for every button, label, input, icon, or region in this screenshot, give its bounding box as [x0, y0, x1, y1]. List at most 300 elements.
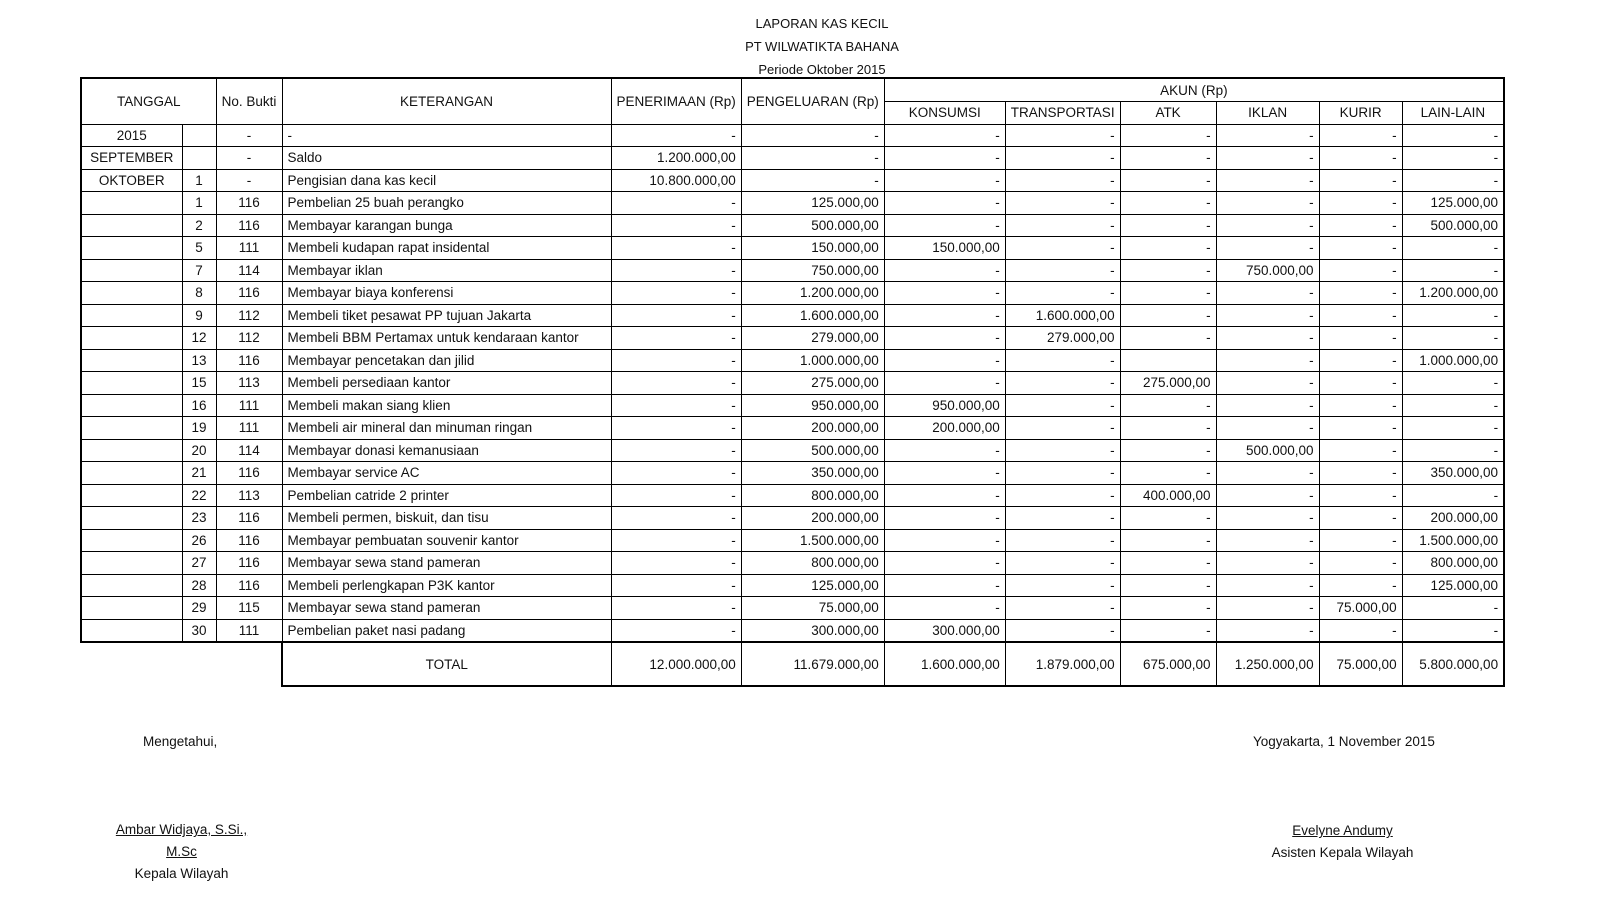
- cell-lain-lain: -: [1402, 237, 1504, 260]
- cell-atk: -: [1120, 192, 1216, 215]
- cell-transportasi: -: [1005, 529, 1120, 552]
- table-row: [81, 484, 1504, 507]
- company-name: PT WILWATIKTA BAHANA: [745, 39, 899, 54]
- cell-pengeluaran: 200.000,00: [741, 417, 884, 440]
- cell-lain-lain: 1.500.000,00: [1402, 529, 1504, 552]
- table-row: [81, 417, 1504, 440]
- cell-day: 1: [182, 192, 216, 215]
- cell-keterangan: Membayar sewa stand pameran: [282, 552, 611, 575]
- cell-pengeluaran: 1.200.000,00: [741, 282, 884, 305]
- cell-penerimaan: -: [611, 552, 741, 575]
- cell-kurir: -: [1319, 237, 1402, 260]
- cell-transportasi: -: [1005, 552, 1120, 575]
- header-pengeluaran: PENGELUARAN (Rp): [741, 78, 884, 124]
- cell-atk: [1120, 349, 1216, 372]
- cell-kurir: -: [1319, 304, 1402, 327]
- cell-no-bukti: 113: [216, 484, 282, 507]
- cell-transportasi: -: [1005, 439, 1120, 462]
- cell-iklan: 750.000,00: [1216, 259, 1319, 282]
- signature-left-block: [103, 819, 260, 885]
- table-row: [81, 439, 1504, 462]
- cell-atk: -: [1120, 394, 1216, 417]
- cell-iklan: -: [1216, 619, 1319, 642]
- cell-lain-lain: -: [1402, 259, 1504, 282]
- cell-atk: -: [1120, 439, 1216, 462]
- total-iklan: 1.250.000,00: [1216, 642, 1319, 686]
- signature-right-block: [1265, 820, 1420, 864]
- cell-keterangan: Membayar pencetakan dan jilid: [282, 349, 611, 372]
- cell-pengeluaran: 1.000.000,00: [741, 349, 884, 372]
- cell-month: OKTOBER: [81, 169, 182, 192]
- total-label: TOTAL: [282, 642, 611, 686]
- cell-month: [81, 439, 182, 462]
- cell-no-bukti: 111: [216, 394, 282, 417]
- cell-transportasi: -: [1005, 372, 1120, 395]
- total-row: [81, 642, 1504, 686]
- header-akun: AKUN (Rp): [884, 78, 1504, 102]
- cell-lain-lain: 125.000,00: [1402, 574, 1504, 597]
- cell-kurir: -: [1319, 147, 1402, 170]
- cell-day: 20: [182, 439, 216, 462]
- cell-penerimaan: -: [611, 372, 741, 395]
- cell-konsumsi: -: [884, 462, 1005, 485]
- cell-kurir: -: [1319, 619, 1402, 642]
- header-kurir: KURIR: [1319, 102, 1402, 125]
- table-row: [81, 327, 1504, 350]
- cell-keterangan: Membeli kudapan rapat insidental: [282, 237, 611, 260]
- cell-pengeluaran: 125.000,00: [741, 192, 884, 215]
- cell-keterangan: Membeli perlengkapan P3K kantor: [282, 574, 611, 597]
- cell-penerimaan: -: [611, 327, 741, 350]
- cell-penerimaan: -: [611, 192, 741, 215]
- cell-no-bukti: 116: [216, 349, 282, 372]
- cell-no-bukti: 112: [216, 327, 282, 350]
- cell-day: 19: [182, 417, 216, 440]
- cell-lain-lain: 800.000,00: [1402, 552, 1504, 575]
- cell-kurir: -: [1319, 259, 1402, 282]
- cell-lain-lain: -: [1402, 304, 1504, 327]
- cell-pengeluaran: 275.000,00: [741, 372, 884, 395]
- cell-lain-lain: -: [1402, 394, 1504, 417]
- cell-konsumsi: -: [884, 214, 1005, 237]
- cell-keterangan: Membeli makan siang klien: [282, 394, 611, 417]
- signature-right-intro: Yogyakarta, 1 November 2015: [1253, 734, 1435, 749]
- cell-day: [182, 124, 216, 147]
- cell-lain-lain: 500.000,00: [1402, 214, 1504, 237]
- cell-lain-lain: 1.200.000,00: [1402, 282, 1504, 305]
- cell-atk: -: [1120, 237, 1216, 260]
- cell-no-bukti: 116: [216, 574, 282, 597]
- cell-iklan: -: [1216, 484, 1319, 507]
- total-spacer: [81, 642, 282, 686]
- cell-penerimaan: -: [611, 214, 741, 237]
- cell-penerimaan: -: [611, 597, 741, 620]
- cell-atk: 400.000,00: [1120, 484, 1216, 507]
- cell-kurir: -: [1319, 372, 1402, 395]
- report-header: [22, 12, 1600, 81]
- cell-atk: -: [1120, 259, 1216, 282]
- cell-lain-lain: 1.000.000,00: [1402, 349, 1504, 372]
- cell-no-bukti: 116: [216, 462, 282, 485]
- cell-lain-lain: -: [1402, 372, 1504, 395]
- cell-lain-lain: -: [1402, 327, 1504, 350]
- cell-month: [81, 619, 182, 642]
- signature-left-name: Ambar Widjaya, S.Si., M.Sc: [115, 822, 248, 859]
- cell-iklan: -: [1216, 507, 1319, 530]
- cell-month: [81, 552, 182, 575]
- cell-transportasi: -: [1005, 619, 1120, 642]
- header-penerimaan: PENERIMAAN (Rp): [611, 78, 741, 124]
- cell-iklan: -: [1216, 394, 1319, 417]
- cell-month: [81, 462, 182, 485]
- cell-konsumsi: -: [884, 439, 1005, 462]
- table-row: [81, 619, 1504, 642]
- cell-keterangan: Membayar donasi kemanusiaan: [282, 439, 611, 462]
- cell-keterangan: Membayar biaya konferensi: [282, 282, 611, 305]
- cell-day: 2: [182, 214, 216, 237]
- cell-month: [81, 372, 182, 395]
- cell-keterangan: Membayar sewa stand pameran: [282, 597, 611, 620]
- cell-keterangan: Saldo: [282, 147, 611, 170]
- cell-pengeluaran: 125.000,00: [741, 574, 884, 597]
- cell-pengeluaran: 750.000,00: [741, 259, 884, 282]
- total-penerimaan: 12.000.000,00: [611, 642, 741, 686]
- cell-month: [81, 282, 182, 305]
- cell-penerimaan: -: [611, 349, 741, 372]
- cell-keterangan: Pengisian dana kas kecil: [282, 169, 611, 192]
- cell-kurir: -: [1319, 574, 1402, 597]
- total-transportasi: 1.879.000,00: [1005, 642, 1120, 686]
- cell-month: [81, 304, 182, 327]
- cell-no-bukti: 116: [216, 507, 282, 530]
- header-iklan: IKLAN: [1216, 102, 1319, 125]
- cell-pengeluaran: 75.000,00: [741, 597, 884, 620]
- cell-day: 29: [182, 597, 216, 620]
- cell-atk: -: [1120, 462, 1216, 485]
- cell-penerimaan: -: [611, 237, 741, 260]
- cell-keterangan: Membayar iklan: [282, 259, 611, 282]
- table-row: [81, 304, 1504, 327]
- cell-no-bukti: 111: [216, 237, 282, 260]
- cell-penerimaan: -: [611, 282, 741, 305]
- header-konsumsi: KONSUMSI: [884, 102, 1005, 125]
- cell-kurir: -: [1319, 417, 1402, 440]
- cell-no-bukti: -: [216, 169, 282, 192]
- cell-transportasi: -: [1005, 282, 1120, 305]
- cell-iklan: -: [1216, 214, 1319, 237]
- cell-konsumsi: -: [884, 349, 1005, 372]
- cell-atk: -: [1120, 214, 1216, 237]
- cell-kurir: 75.000,00: [1319, 597, 1402, 620]
- cell-month: [81, 529, 182, 552]
- cell-iklan: -: [1216, 349, 1319, 372]
- cell-no-bukti: 112: [216, 304, 282, 327]
- cell-pengeluaran: 1.600.000,00: [741, 304, 884, 327]
- cell-day: 1: [182, 169, 216, 192]
- cell-penerimaan: -: [611, 574, 741, 597]
- cell-konsumsi: 300.000,00: [884, 619, 1005, 642]
- cell-penerimaan: 10.800.000,00: [611, 169, 741, 192]
- cell-month: 2015: [81, 124, 182, 147]
- report-title: LAPORAN KAS KECIL: [755, 16, 889, 31]
- cell-keterangan: Membeli air mineral dan minuman ringan: [282, 417, 611, 440]
- cell-lain-lain: -: [1402, 619, 1504, 642]
- cell-lain-lain: -: [1402, 124, 1504, 147]
- cell-atk: -: [1120, 282, 1216, 305]
- cell-day: 27: [182, 552, 216, 575]
- cell-penerimaan: -: [611, 529, 741, 552]
- cell-iklan: -: [1216, 597, 1319, 620]
- cell-atk: -: [1120, 327, 1216, 350]
- table-row: [81, 597, 1504, 620]
- cell-lain-lain: 200.000,00: [1402, 507, 1504, 530]
- cell-pengeluaran: 150.000,00: [741, 237, 884, 260]
- table-row: [81, 192, 1504, 215]
- signature-right-title: Asisten Kepala Wilayah: [1271, 845, 1414, 860]
- table-row: [81, 282, 1504, 305]
- cell-penerimaan: -: [611, 462, 741, 485]
- header-keterangan: KETERANGAN: [282, 78, 611, 124]
- cell-day: 26: [182, 529, 216, 552]
- cell-atk: -: [1120, 124, 1216, 147]
- cell-keterangan: Pembelian paket nasi padang: [282, 619, 611, 642]
- cell-transportasi: -: [1005, 394, 1120, 417]
- cell-month: [81, 597, 182, 620]
- cell-lain-lain: -: [1402, 597, 1504, 620]
- cell-iklan: -: [1216, 529, 1319, 552]
- cell-transportasi: -: [1005, 169, 1120, 192]
- cell-no-bukti: 114: [216, 259, 282, 282]
- cell-lain-lain: -: [1402, 417, 1504, 440]
- cell-no-bukti: -: [216, 147, 282, 170]
- table-row: [81, 552, 1504, 575]
- cell-pengeluaran: 200.000,00: [741, 507, 884, 530]
- table-row: [81, 147, 1504, 170]
- cell-kurir: -: [1319, 124, 1402, 147]
- total-kurir: 75.000,00: [1319, 642, 1402, 686]
- cell-day: 16: [182, 394, 216, 417]
- cell-transportasi: -: [1005, 574, 1120, 597]
- cell-penerimaan: -: [611, 124, 741, 147]
- cell-iklan: -: [1216, 304, 1319, 327]
- cell-keterangan: Membeli tiket pesawat PP tujuan Jakarta: [282, 304, 611, 327]
- cell-kurir: -: [1319, 394, 1402, 417]
- cell-atk: -: [1120, 417, 1216, 440]
- table-row: [81, 124, 1504, 147]
- table-row: [81, 214, 1504, 237]
- cell-iklan: -: [1216, 552, 1319, 575]
- cell-no-bukti: 116: [216, 282, 282, 305]
- total-konsumsi: 1.600.000,00: [884, 642, 1005, 686]
- cell-konsumsi: 150.000,00: [884, 237, 1005, 260]
- cell-no-bukti: 116: [216, 214, 282, 237]
- cell-pengeluaran: 279.000,00: [741, 327, 884, 350]
- total-lain-lain: 5.800.000,00: [1402, 642, 1504, 686]
- petty-cash-table: [80, 77, 1505, 687]
- cell-konsumsi: -: [884, 552, 1005, 575]
- cell-konsumsi: -: [884, 304, 1005, 327]
- table-row: [81, 574, 1504, 597]
- report-period: Periode Oktober 2015: [758, 62, 886, 77]
- cell-no-bukti: 111: [216, 619, 282, 642]
- cell-month: [81, 327, 182, 350]
- cell-keterangan: Membayar service AC: [282, 462, 611, 485]
- cell-atk: -: [1120, 304, 1216, 327]
- cell-month: [81, 192, 182, 215]
- cell-iklan: -: [1216, 574, 1319, 597]
- cell-keterangan: Membeli BBM Pertamax untuk kendaraan kantor: [282, 327, 611, 350]
- cell-keterangan: Membeli permen, biskuit, dan tisu: [282, 507, 611, 530]
- cell-iklan: -: [1216, 372, 1319, 395]
- table-row: [81, 394, 1504, 417]
- header-lain-lain: LAIN-LAIN: [1402, 102, 1504, 125]
- cell-month: [81, 574, 182, 597]
- table-row: [81, 237, 1504, 260]
- cell-konsumsi: -: [884, 372, 1005, 395]
- signature-left-title: Kepala Wilayah: [134, 866, 229, 881]
- table-row: [81, 259, 1504, 282]
- table-row: [81, 507, 1504, 530]
- cell-day: 12: [182, 327, 216, 350]
- cell-transportasi: -: [1005, 484, 1120, 507]
- cell-pengeluaran: 500.000,00: [741, 214, 884, 237]
- cell-kurir: -: [1319, 214, 1402, 237]
- cell-no-bukti: 116: [216, 529, 282, 552]
- cell-atk: -: [1120, 147, 1216, 170]
- cell-pengeluaran: 800.000,00: [741, 552, 884, 575]
- cell-penerimaan: 1.200.000,00: [611, 147, 741, 170]
- cell-atk: -: [1120, 169, 1216, 192]
- cell-atk: -: [1120, 619, 1216, 642]
- cell-konsumsi: -: [884, 282, 1005, 305]
- cell-transportasi: 1.600.000,00: [1005, 304, 1120, 327]
- cell-iklan: -: [1216, 462, 1319, 485]
- cell-iklan: -: [1216, 169, 1319, 192]
- cell-konsumsi: -: [884, 507, 1005, 530]
- cell-kurir: -: [1319, 192, 1402, 215]
- cell-penerimaan: -: [611, 439, 741, 462]
- cell-konsumsi: -: [884, 124, 1005, 147]
- cell-kurir: -: [1319, 529, 1402, 552]
- cell-kurir: -: [1319, 439, 1402, 462]
- cell-kurir: -: [1319, 484, 1402, 507]
- cell-pengeluaran: -: [741, 147, 884, 170]
- cell-penerimaan: -: [611, 619, 741, 642]
- header-atk: ATK: [1120, 102, 1216, 125]
- ledger-body: [81, 124, 1504, 642]
- cell-penerimaan: -: [611, 484, 741, 507]
- cell-iklan: -: [1216, 282, 1319, 305]
- cell-konsumsi: -: [884, 192, 1005, 215]
- cell-atk: -: [1120, 597, 1216, 620]
- cell-day: 8: [182, 282, 216, 305]
- cell-konsumsi: -: [884, 529, 1005, 552]
- cell-keterangan: Pembelian 25 buah perangko: [282, 192, 611, 215]
- cell-penerimaan: -: [611, 304, 741, 327]
- cell-day: 22: [182, 484, 216, 507]
- cell-day: 30: [182, 619, 216, 642]
- cell-lain-lain: 350.000,00: [1402, 462, 1504, 485]
- cell-iklan: -: [1216, 327, 1319, 350]
- cell-no-bukti: 116: [216, 192, 282, 215]
- cell-iklan: -: [1216, 147, 1319, 170]
- cell-atk: -: [1120, 552, 1216, 575]
- cell-iklan: -: [1216, 237, 1319, 260]
- header-no-bukti: No. Bukti: [216, 78, 282, 124]
- cell-konsumsi: -: [884, 259, 1005, 282]
- cell-day: 28: [182, 574, 216, 597]
- cell-transportasi: -: [1005, 259, 1120, 282]
- cell-no-bukti: 111: [216, 417, 282, 440]
- cell-month: [81, 214, 182, 237]
- cell-lain-lain: -: [1402, 439, 1504, 462]
- cell-kurir: -: [1319, 462, 1402, 485]
- cell-penerimaan: -: [611, 507, 741, 530]
- cell-keterangan: Membayar pembuatan souvenir kantor: [282, 529, 611, 552]
- cell-no-bukti: 116: [216, 552, 282, 575]
- cell-lain-lain: -: [1402, 169, 1504, 192]
- cell-konsumsi: -: [884, 147, 1005, 170]
- cell-lain-lain: -: [1402, 484, 1504, 507]
- cell-transportasi: -: [1005, 237, 1120, 260]
- cell-no-bukti: 114: [216, 439, 282, 462]
- cell-transportasi: -: [1005, 192, 1120, 215]
- signature-left-intro: Mengetahui,: [143, 734, 218, 749]
- cell-lain-lain: 125.000,00: [1402, 192, 1504, 215]
- table-row: [81, 462, 1504, 485]
- cell-pengeluaran: 350.000,00: [741, 462, 884, 485]
- cell-penerimaan: -: [611, 259, 741, 282]
- cell-pengeluaran: 300.000,00: [741, 619, 884, 642]
- cell-month: [81, 259, 182, 282]
- cell-transportasi: -: [1005, 417, 1120, 440]
- cell-day: [182, 147, 216, 170]
- cell-penerimaan: -: [611, 394, 741, 417]
- cell-konsumsi: -: [884, 484, 1005, 507]
- cell-konsumsi: -: [884, 169, 1005, 192]
- cell-kurir: -: [1319, 552, 1402, 575]
- cell-day: 9: [182, 304, 216, 327]
- cell-keterangan: Pembelian catride 2 printer: [282, 484, 611, 507]
- cell-month: [81, 417, 182, 440]
- cell-kurir: -: [1319, 282, 1402, 305]
- cell-transportasi: -: [1005, 147, 1120, 170]
- cell-kurir: -: [1319, 349, 1402, 372]
- table-row: [81, 349, 1504, 372]
- cell-penerimaan: -: [611, 417, 741, 440]
- cell-pengeluaran: 950.000,00: [741, 394, 884, 417]
- cell-kurir: -: [1319, 327, 1402, 350]
- cell-konsumsi: 950.000,00: [884, 394, 1005, 417]
- cell-konsumsi: -: [884, 597, 1005, 620]
- cell-day: 23: [182, 507, 216, 530]
- cell-kurir: -: [1319, 507, 1402, 530]
- cell-month: [81, 507, 182, 530]
- cell-month: [81, 349, 182, 372]
- cell-day: 7: [182, 259, 216, 282]
- table-row: [81, 529, 1504, 552]
- cell-pengeluaran: -: [741, 124, 884, 147]
- cell-atk: -: [1120, 529, 1216, 552]
- cell-lain-lain: -: [1402, 147, 1504, 170]
- cell-transportasi: -: [1005, 507, 1120, 530]
- cell-atk: 275.000,00: [1120, 372, 1216, 395]
- cell-iklan: -: [1216, 192, 1319, 215]
- cell-konsumsi: -: [884, 574, 1005, 597]
- cell-iklan: -: [1216, 124, 1319, 147]
- cell-transportasi: -: [1005, 462, 1120, 485]
- cell-no-bukti: 113: [216, 372, 282, 395]
